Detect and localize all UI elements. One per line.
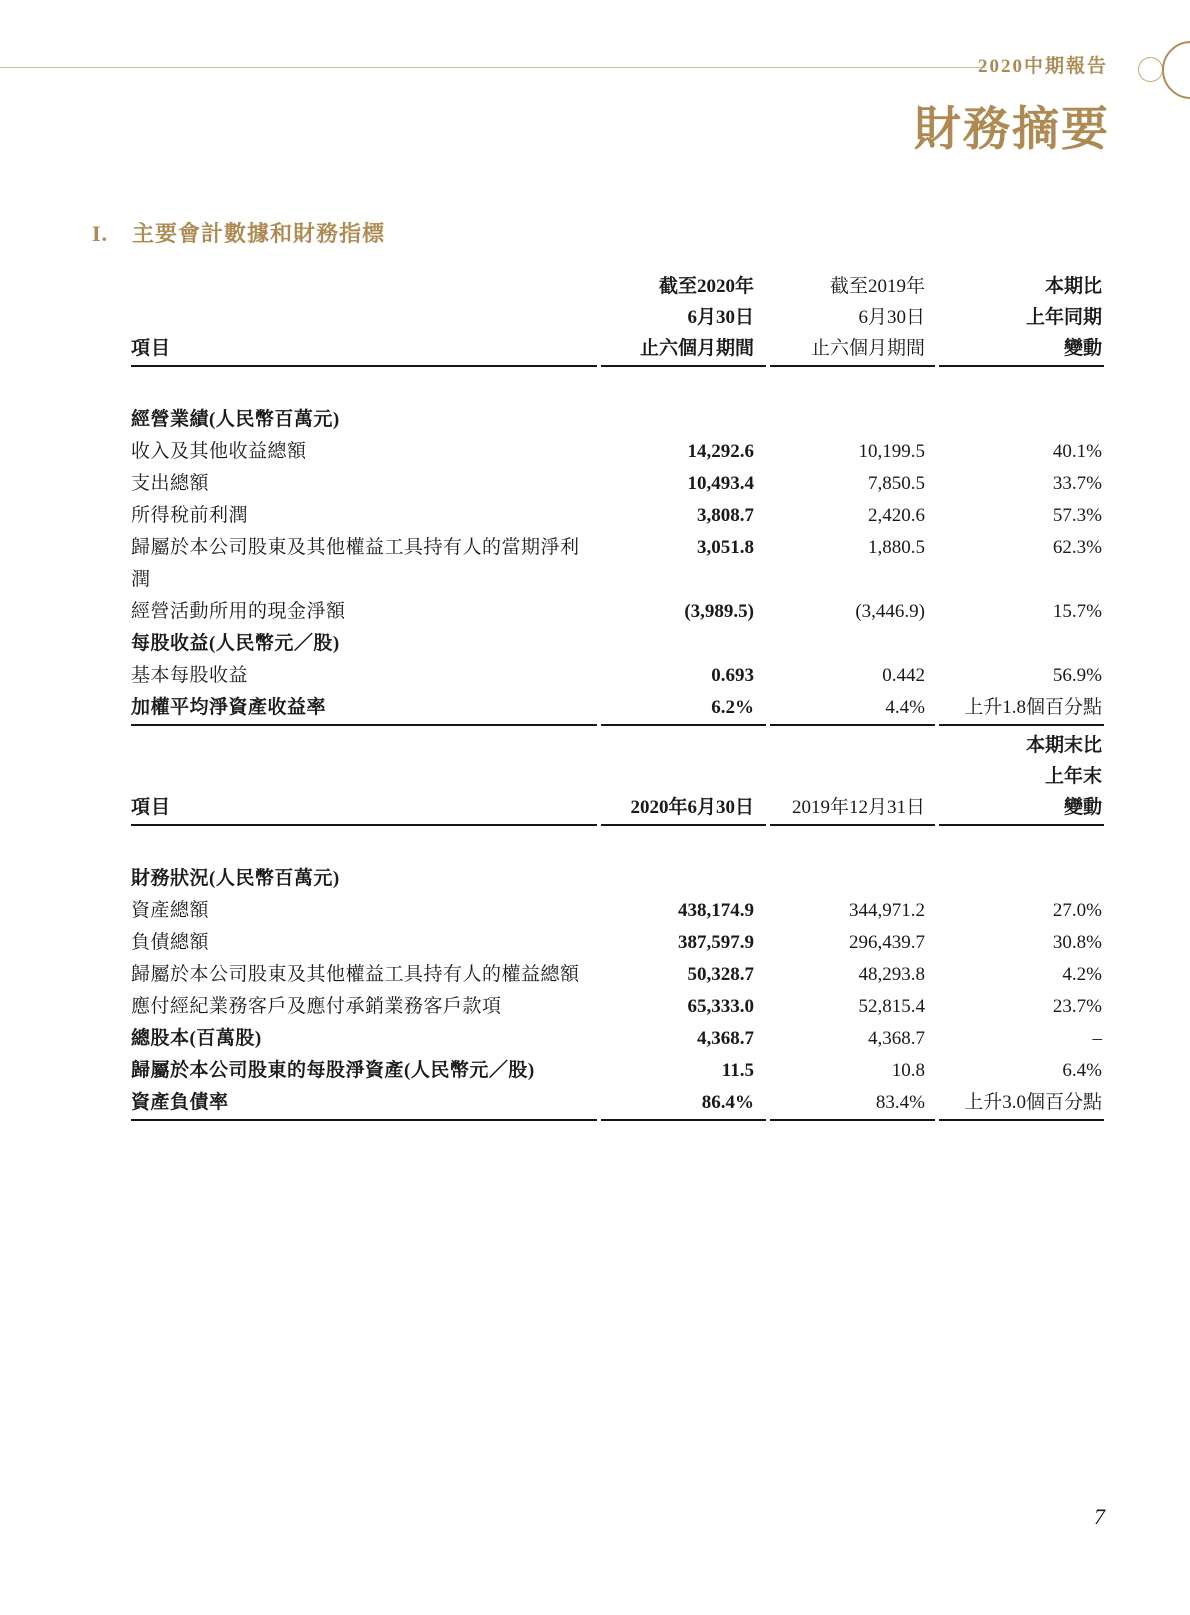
table-row — [131, 468, 1104, 500]
value-2020: 14,292.6 — [687, 441, 754, 462]
col-header-line: 本期末比 — [1025, 735, 1102, 756]
table1-col-item — [131, 271, 597, 367]
row-label: 歸屬於本公司股東的每股淨資產(人民幣元／股) — [131, 1060, 535, 1081]
value-2020: 86.4% — [701, 1092, 754, 1113]
col-header-line: 6月30日 — [858, 307, 925, 328]
value-change: 33.7% — [1052, 473, 1102, 494]
value-2020: 438,174.9 — [678, 900, 754, 921]
row-label: 資產總額 — [131, 900, 210, 921]
table2-col-2020 — [601, 730, 766, 826]
logo-big-circle-icon — [1162, 41, 1190, 99]
table-row — [131, 500, 1104, 532]
row-label: 所得稅前利潤 — [131, 505, 249, 526]
page-title: 財務摘要 — [914, 104, 1110, 156]
col-header-item: 項目 — [131, 338, 172, 359]
col-header-item: 項目 — [131, 797, 172, 818]
value-2019: 4.4% — [885, 697, 925, 718]
col-header-line: 本期比 — [1044, 276, 1102, 297]
value-2020: 387,597.9 — [678, 932, 754, 953]
col-header-line: 截至2019年 — [829, 276, 925, 297]
table2-body — [131, 826, 1104, 1119]
row-label: 收入及其他收益總額 — [131, 441, 307, 462]
value-change: 56.9% — [1052, 665, 1102, 686]
row-label: 支出總額 — [131, 473, 210, 494]
row-label: 應付經紀業務客戶及應付承銷業務客戶款項 — [131, 996, 502, 1017]
value-change: 23.7% — [1052, 996, 1102, 1017]
rule-segment — [601, 724, 766, 726]
table-row — [131, 1055, 1104, 1087]
rule-segment — [939, 724, 1104, 726]
row-label: 經營活動所用的現金淨額 — [131, 601, 346, 622]
report-title-label: 2020中期報告 — [977, 56, 1108, 77]
value-2020: 10,493.4 — [687, 473, 754, 494]
value-2019: 296,439.7 — [849, 932, 925, 953]
table1-col-change — [939, 271, 1104, 367]
rule-segment — [939, 1119, 1104, 1121]
value-change: 6.4% — [1062, 1060, 1102, 1081]
table2-bottom-rule — [131, 1119, 1104, 1121]
row-label: 歸屬於本公司股東及其他權益工具持有人的當期淨利潤 — [131, 537, 580, 590]
col-header-line: 止六個月期間 — [639, 338, 754, 359]
col-header-line: 2019年12月31日 — [791, 797, 925, 818]
col-header-line: 變動 — [1063, 338, 1102, 359]
table-row — [131, 532, 1104, 596]
row-label: 基本每股收益 — [131, 665, 249, 686]
col-header-line: 2020年6月30日 — [630, 797, 754, 818]
table-row — [131, 927, 1104, 959]
logo-small-circle-icon — [1138, 57, 1163, 82]
col-header-line: 變動 — [1063, 797, 1102, 818]
row-label: 財務狀況(人民幣百萬元) — [131, 868, 340, 889]
header-rule — [0, 67, 985, 68]
table1-col-2019 — [770, 271, 935, 367]
table-row — [131, 660, 1104, 692]
table1-bottom-rule — [131, 724, 1104, 726]
row-label: 總股本(百萬股) — [131, 1028, 262, 1049]
value-2019: 0.442 — [882, 665, 925, 686]
row-label: 經營業績(人民幣百萬元) — [131, 409, 340, 430]
page-number: 7 — [1094, 1504, 1105, 1529]
value-change: 40.1% — [1052, 441, 1102, 462]
value-change: 27.0% — [1052, 900, 1102, 921]
table2-header-row — [131, 730, 1104, 826]
table-row — [131, 1023, 1104, 1055]
table-row — [131, 436, 1104, 468]
col-header-line: 上年末 — [1044, 766, 1102, 787]
value-2020: 11.5 — [721, 1060, 754, 1081]
table2-col-2019 — [770, 730, 935, 826]
value-change: 15.7% — [1052, 601, 1102, 622]
rule-segment — [770, 1119, 935, 1121]
table-operating-results — [131, 271, 1104, 726]
value-2020: 65,333.0 — [687, 996, 754, 1017]
table-row — [131, 692, 1104, 724]
value-2019: 2,420.6 — [868, 505, 925, 526]
col-header-line: 截至2020年 — [658, 276, 754, 297]
col-header-line: 止六個月期間 — [810, 338, 925, 359]
value-change: 4.2% — [1062, 964, 1102, 985]
value-2019: 7,850.5 — [868, 473, 925, 494]
rule-segment — [770, 724, 935, 726]
value-change: 30.8% — [1052, 932, 1102, 953]
value-2020: (3,989.5) — [684, 601, 754, 622]
value-change: 上升3.0個百分點 — [964, 1092, 1102, 1113]
row-label: 歸屬於本公司股東及其他權益工具持有人的權益總額 — [131, 964, 580, 985]
value-change: 上升1.8個百分點 — [964, 697, 1102, 718]
row-label: 加權平均淨資產收益率 — [131, 697, 327, 718]
col-header-line: 上年同期 — [1025, 307, 1102, 328]
row-label: 每股收益(人民幣元／股) — [131, 633, 340, 654]
table-row — [131, 596, 1104, 628]
value-2019: 1,880.5 — [868, 537, 925, 558]
value-change: 62.3% — [1052, 537, 1102, 558]
section-heading — [92, 220, 385, 248]
value-2019: 48,293.8 — [858, 964, 925, 985]
table2-col-change — [939, 730, 1104, 826]
table-row — [131, 1087, 1104, 1119]
rule-segment — [131, 724, 597, 726]
value-change: – — [1092, 1028, 1102, 1049]
table-section-row — [131, 863, 1104, 895]
value-change: 57.3% — [1052, 505, 1102, 526]
value-2019: 52,815.4 — [858, 996, 925, 1017]
value-2019: 10,199.5 — [858, 441, 925, 462]
row-label: 資產負債率 — [131, 1092, 229, 1113]
table-row — [131, 895, 1104, 927]
row-label: 負債總額 — [131, 932, 210, 953]
table-financial-position — [131, 730, 1104, 1121]
table-row — [131, 991, 1104, 1023]
table-row — [131, 959, 1104, 991]
value-2019: 10.8 — [891, 1060, 925, 1081]
rule-segment — [601, 1119, 766, 1121]
table1-body — [131, 367, 1104, 724]
table-section-row — [131, 404, 1104, 436]
value-2020: 0.693 — [711, 665, 754, 686]
value-2019: 83.4% — [875, 1092, 925, 1113]
value-2019: 344,971.2 — [849, 900, 925, 921]
table1-header-row — [131, 271, 1104, 367]
value-2020: 3,808.7 — [697, 505, 754, 526]
table1-col-2020 — [601, 271, 766, 367]
rule-segment — [131, 1119, 597, 1121]
value-2019: 4,368.7 — [868, 1028, 925, 1049]
col-header-line: 6月30日 — [687, 307, 754, 328]
value-2020: 4,368.7 — [697, 1028, 754, 1049]
value-2019: (3,446.9) — [855, 601, 925, 622]
table2-col-item — [131, 730, 597, 826]
section-number: I. — [92, 221, 109, 246]
value-2020: 3,051.8 — [697, 537, 754, 558]
value-2020: 6.2% — [711, 697, 754, 718]
section-title: 主要會計數據和財務指標 — [132, 221, 386, 246]
table-section-row — [131, 628, 1104, 660]
value-2020: 50,328.7 — [687, 964, 754, 985]
